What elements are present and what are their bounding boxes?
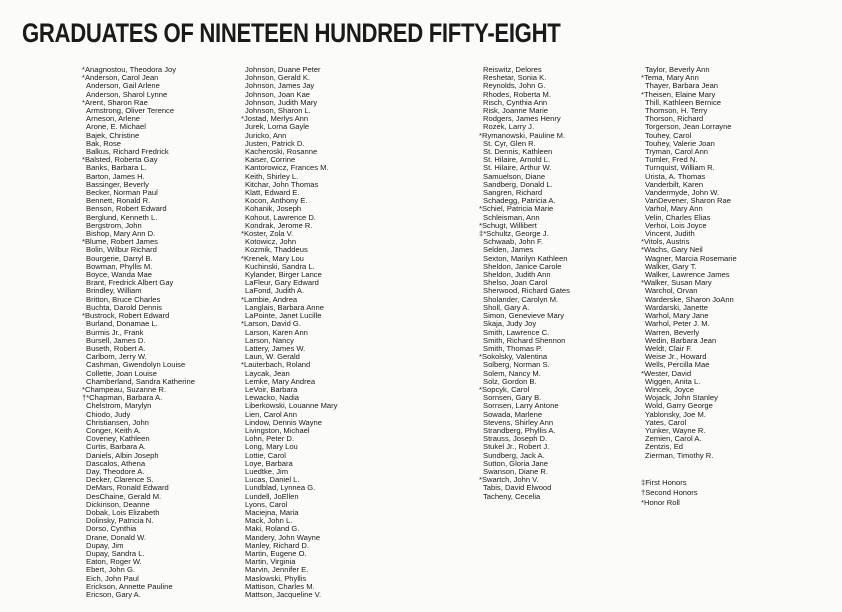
graduate-name: Kozmik, Thaddeus xyxy=(245,245,308,255)
graduate-name: Yablonsky, Joe M. xyxy=(645,409,706,419)
graduate-name: Bursell, James D. xyxy=(86,335,146,345)
graduate-name: Lattery, James W. xyxy=(245,343,306,353)
graduate-name: St. Dennis, Kathleen xyxy=(483,147,553,157)
graduate-name: *Blume, Robert James xyxy=(82,237,158,247)
graduate-name: Johnson, James Jay xyxy=(245,81,315,91)
graduate-name: Tryman, Carol Ann xyxy=(645,147,709,157)
graduate-name: Larson, Nancy xyxy=(245,335,294,345)
graduate-name: Cashman, Gwendolyn Louise xyxy=(86,360,186,370)
graduate-name: Kylander, Birger Lance xyxy=(245,270,322,280)
graduate-name: Ericson, Gary A. xyxy=(86,590,141,599)
graduate-name: Schadegg, Patricia A. xyxy=(483,196,556,206)
graduate-name: Balkus, Richard Fredrick xyxy=(86,147,169,157)
graduate-name: Day, Theodore A. xyxy=(86,466,145,476)
graduate-name: *Schiel, Patricia Marie xyxy=(479,204,554,214)
graduate-name: Laun, W. Gerald xyxy=(245,352,300,362)
graduate-name: *Wester, David xyxy=(641,368,692,378)
graduate-name: St. Cyr, Glen R. xyxy=(483,138,536,148)
graduate-name: Lewacko, Nadia xyxy=(245,393,300,403)
graduate-name: *Vitols, Austris xyxy=(641,237,690,247)
graduate-name: *Lambie, Andrea xyxy=(241,294,298,304)
graduate-name: Dascalos, Athena xyxy=(86,458,146,468)
graduate-name: Bassinger, Beverly xyxy=(86,179,149,189)
graduate-name: Kondrak, Jerome R. xyxy=(245,220,313,230)
graduate-name: Sundberg, Jack A. xyxy=(483,450,545,460)
names-column-3 xyxy=(479,66,570,501)
graduate-name: *Sopcyk, Carol xyxy=(479,384,530,394)
graduate-name: Bourgerie, Darryl B. xyxy=(86,253,153,263)
graduate-name: DesChaine, Gerald M. xyxy=(86,491,162,501)
graduate-name: *Theisen, Elaine Mary xyxy=(641,89,716,99)
graduate-name: Kocon, Anthony E. xyxy=(245,196,308,206)
graduate-name: Stukel Jr., Robert J. xyxy=(483,442,550,452)
graduate-name: Risch, Cynthia Ann xyxy=(483,97,548,107)
graduate-name: †*Chapman, Barbara A. xyxy=(82,393,163,403)
graduate-name: Simon, Genevieve Mary xyxy=(483,311,565,321)
graduate-name: *Balsted, Roberta Gay xyxy=(82,155,158,165)
graduate-name: Johnson, Joan Kae xyxy=(245,89,311,99)
graduate-name: Bajek, Christine xyxy=(86,130,140,140)
graduate-name: Klatt, Edward E. xyxy=(245,188,300,198)
graduate-name: Tumler, Fred N. xyxy=(645,155,698,165)
graduate-name: Kacheroski, Rosanne xyxy=(245,147,318,157)
graduate-name: Boyce, Wanda Mae xyxy=(86,270,152,280)
graduate-name: Warhol, Peter J. M. xyxy=(645,319,710,329)
graduate-name: Lien, Carol Ann xyxy=(245,409,297,419)
graduate-name: Reynolds, John G. xyxy=(483,81,546,91)
graduate-name: Mandery, John Wayne xyxy=(245,532,321,542)
graduate-name: Sutton, Gloria Jane xyxy=(483,458,549,468)
graduate-name: Kuchinski, Sandra L. xyxy=(245,261,315,271)
graduate-name: Stevens, Shirley Ann xyxy=(483,417,554,427)
graduate-name: Zentzis, Ed xyxy=(645,442,683,452)
graduate-name: Luedtke, Jim xyxy=(245,466,289,476)
graduate-name: Solz, Gordon B. xyxy=(483,376,537,386)
graduate-name: Bishop, Mary Ann D. xyxy=(86,229,156,239)
graduate-name: Mattison, Charles M. xyxy=(245,581,315,591)
graduate-name: Yates, Carol xyxy=(645,417,687,427)
graduate-name: Kotowicz, John xyxy=(245,237,297,247)
graduate-name: Brant, Fredrick Albert Gay xyxy=(86,278,174,288)
graduate-name: Smith, Richard Shennon xyxy=(483,335,566,345)
legend-honor-roll: *Honor Roll xyxy=(641,498,680,507)
graduate-name: Wold, Garry George xyxy=(645,401,713,411)
graduate-name: Reshetar, Sonia K. xyxy=(483,73,547,83)
honors-legend xyxy=(641,478,698,508)
graduate-name: Curtis, Barbara A. xyxy=(86,442,146,452)
graduate-name: *Wachs, Gary Neil xyxy=(641,245,703,255)
graduate-name: Thill, Kathleen Bernice xyxy=(645,97,721,107)
graduate-name: Strandberg, Phyllis A. xyxy=(483,425,556,435)
graduate-name: Britton, Bruce Charles xyxy=(86,294,161,304)
graduate-name: Samuelson, Diane xyxy=(483,171,546,181)
graduate-name: Schwaab, John F. xyxy=(483,237,543,247)
graduate-name: Wojack, John Stanley xyxy=(645,393,718,403)
graduate-name: Martin, Virginia xyxy=(245,557,296,567)
graduate-name: Conger, Keith A. xyxy=(86,425,141,435)
graduate-name: Larson, Karen Ann xyxy=(245,327,308,337)
graduate-name: Wells, Percilla Mae xyxy=(645,360,710,370)
names-column-2 xyxy=(241,66,337,599)
graduate-name: Vanderbilt, Karen xyxy=(645,179,704,189)
graduate-name: Mattson, Jacqueline V. xyxy=(245,590,322,599)
graduate-name: Mack, John L. xyxy=(245,516,293,526)
graduate-name: Kantorowicz, Frances M. xyxy=(245,163,329,173)
graduate-name: Bergstrom, John xyxy=(86,220,142,230)
graduate-name: Skaja, Judy Joy xyxy=(483,319,537,329)
graduate-name: Drane, Donald W. xyxy=(86,532,146,542)
graduate-name: Dorso, Cynthia xyxy=(86,524,137,534)
graduate-name: Rodgers, James Henry xyxy=(483,114,561,124)
graduate-name: Becker, Norman Paul xyxy=(86,188,158,198)
graduate-name: Bowman, Phyllis M. xyxy=(86,261,153,271)
graduate-name: Burland, Donamae L. xyxy=(86,319,158,329)
graduate-name: Decker, Clarence S. xyxy=(86,475,154,485)
graduate-name: LaFleur, Gary Edward xyxy=(245,278,319,288)
graduate-name: Sholl, Gary A. xyxy=(483,302,530,312)
graduate-name: *Rymanowski, Pauline M. xyxy=(479,130,566,140)
graduate-name: LeVoir, Barbara xyxy=(245,384,298,394)
graduate-name: Urista, A. Thomas xyxy=(645,171,706,181)
graduate-name: Lundell, JoEllen xyxy=(245,491,299,501)
graduate-name: Barton, James H. xyxy=(86,171,145,181)
graduate-name: *Jostad, Merlys Ann xyxy=(241,114,309,124)
graduate-name: Anderson, Sharol Lynne xyxy=(86,89,168,99)
graduate-name: Justen, Patrick D. xyxy=(245,138,305,148)
graduate-name: Wardarski, Janette xyxy=(645,302,709,312)
graduate-name: Selden, James xyxy=(483,245,534,255)
graduate-name: Strauss, Joseph D. xyxy=(483,434,548,444)
graduate-name: Warderske, Sharon JoAnn xyxy=(645,294,734,304)
graduate-name: Marvin, Jennifer E. xyxy=(245,565,309,575)
graduate-name: Brindley, William xyxy=(86,286,142,296)
graduate-name: Dolinsky, Patricia N. xyxy=(86,516,154,526)
graduate-name: *Walker, Susan Mary xyxy=(641,278,712,288)
names-column-4 xyxy=(641,66,737,460)
graduate-name: Shelso, Joan Carol xyxy=(483,278,548,288)
graduate-name: Smith, Thomas P. xyxy=(483,343,543,353)
graduate-name: Kohout, Lawrence D. xyxy=(245,212,316,222)
graduate-name: Lucas, Daniel L. xyxy=(245,475,300,485)
graduate-name: Walker, Gary T. xyxy=(645,261,697,271)
graduate-name: Weise Jr., Howard xyxy=(645,352,707,362)
graduate-name: Touhey, Valerie Joan xyxy=(645,138,715,148)
graduate-name: Lottie, Carol xyxy=(245,450,286,460)
graduate-name: *Krenek, Mary Lou xyxy=(241,253,304,263)
graduate-name: Dobak, Lois Elizabeth xyxy=(86,507,160,517)
graduate-name: Livingston, Michael xyxy=(245,425,310,435)
graduate-name: Thayer, Barbara Jean xyxy=(645,81,719,91)
graduate-name: Varhol, Mary Ann xyxy=(645,204,703,214)
graduate-name: Touhey, Carol xyxy=(645,130,692,140)
graduate-name: Berglund, Kenneth L. xyxy=(86,212,158,222)
graduate-name: Chelstrom, Marylyn xyxy=(86,401,152,411)
graduate-name: Benson, Robert Edward xyxy=(86,204,167,214)
graduate-name: Carlbom, Jerry W. xyxy=(86,352,147,362)
graduate-name: Solem, Nancy M. xyxy=(483,368,541,378)
graduate-name: Swanson, Diane R. xyxy=(483,466,549,476)
graduate-name: Eich, John Paul xyxy=(86,573,139,583)
graduate-name: Rhodes, Roberta M. xyxy=(483,89,551,99)
graduate-name: St. Hilaire, Arnold L. xyxy=(483,155,551,165)
graduate-name: *Lauterbach, Roland xyxy=(241,360,311,370)
graduate-name: *Tema, Mary Ann xyxy=(641,73,699,83)
graduate-name: Chamberland, Sandra Katherine xyxy=(86,376,195,386)
graduate-name: Warhol, Mary Jane xyxy=(645,311,709,321)
graduate-name: Dupay, Sandra L. xyxy=(86,548,145,558)
graduate-name: Manley, Richard D. xyxy=(245,540,310,550)
graduate-name: Wiggen, Anita L. xyxy=(645,376,701,386)
graduate-name: Velin, Charles Elias xyxy=(645,212,711,222)
graduate-name: Lindow, Dennis Wayne xyxy=(245,417,322,427)
graduate-name: Dickinson, Deanne xyxy=(86,499,150,509)
graduate-name: Yunker, Wayne R. xyxy=(645,425,706,435)
graduate-name: Long, Mary Lou xyxy=(245,442,298,452)
graduate-name: Schleisman, Ann xyxy=(483,212,540,222)
graduate-name: Burmis Jr., Frank xyxy=(86,327,144,337)
graduate-name: LaFond, Judith A. xyxy=(245,286,305,296)
graduate-name: Christiansen, John xyxy=(86,417,149,427)
graduate-name: *Anagnostou, Theodora Joy xyxy=(82,65,177,74)
graduate-name: Keith, Shirley L. xyxy=(245,171,299,181)
graduate-name: Liberkowski, Louanne Mary xyxy=(245,401,338,411)
graduate-name: Arneson, Arlene xyxy=(86,114,141,124)
graduate-name: Sheldon, Janice Carole xyxy=(483,261,562,271)
graduate-name: Langlais, Barbara Anne xyxy=(245,302,324,312)
graduate-name: Sheldon, Judith Ann xyxy=(483,270,551,280)
graduate-name: Sowada, Marlene xyxy=(483,409,543,419)
graduate-name: *Sokolsky, Valentina xyxy=(479,352,548,362)
graduate-name: *Champeau, Suzanne R. xyxy=(82,384,167,394)
graduate-name: Zemien, Carol A. xyxy=(645,434,702,444)
graduate-name: Maciejna, Maria xyxy=(245,507,299,517)
graduate-name: Torgerson, Jean Lorrayne xyxy=(645,122,732,132)
graduate-name: Thomson, H. Terry xyxy=(645,106,708,116)
graduate-name: Turnquist, William R. xyxy=(645,163,715,173)
graduate-name: Banks, Barbara L. xyxy=(86,163,147,173)
graduate-name: Kohanik, Joseph xyxy=(245,204,302,214)
names-column-1 xyxy=(82,66,195,599)
graduate-name: Ebert, John G. xyxy=(86,565,135,575)
graduate-name: Lundblad, Lynnea G. xyxy=(245,483,316,493)
graduate-name: *Koster, Zola V. xyxy=(241,229,294,239)
graduate-name: Sornsen, Larry Antone xyxy=(483,401,559,411)
graduate-name: Sherwood, Richard Gates xyxy=(483,286,570,296)
graduate-name: Reiswitz, Delores xyxy=(483,65,542,74)
graduate-name: Jurek, Lorna Gayle xyxy=(245,122,310,132)
graduate-name: Sornsen, Gary B. xyxy=(483,393,542,403)
graduate-name: Taylor, Beverly Ann xyxy=(645,65,710,74)
graduate-name: Daniels, Albin Joseph xyxy=(86,450,159,460)
graduate-name: Arone, E. Michael xyxy=(86,122,146,132)
graduate-name: *Anderson, Carol Jean xyxy=(82,73,159,83)
graduate-name: Johnson, Gerald K. xyxy=(245,73,311,83)
graduate-name: Warren, Beverly xyxy=(645,327,700,337)
graduate-name: Wagner, Marcia Rosemarie xyxy=(645,253,737,263)
graduate-name: DeMars, Ronald Edward xyxy=(86,483,169,493)
graduate-name: Johnson, Judith Mary xyxy=(245,97,318,107)
graduate-name: Sangren, Richard xyxy=(483,188,543,198)
graduate-name: Warchol, Orvan xyxy=(645,286,698,296)
graduate-name: Juricko, Ann xyxy=(245,130,287,140)
graduate-name: Bolin, Wilbur Richard xyxy=(86,245,157,255)
graduate-name: Johnson, Duane Peter xyxy=(245,65,321,74)
graduate-name: Maki, Roland G. xyxy=(245,524,300,534)
graduate-name: St. Hilaire, Arthur W. xyxy=(483,163,552,173)
graduate-name: Dupay, Jim xyxy=(86,540,124,550)
graduate-name: Zierman, Timothy R. xyxy=(645,450,714,460)
graduate-name: Bak, Rose xyxy=(86,138,122,148)
graduate-name: Weldt, Clair F. xyxy=(645,343,693,353)
graduate-name: *Arent, Sharon Rae xyxy=(82,97,148,107)
graduate-name: Anderson, Gail Arlene xyxy=(86,81,160,91)
legend-first-honors: ‡First Honors xyxy=(641,478,687,487)
graduate-name: Martin, Eugene O. xyxy=(245,548,307,558)
graduate-name: Coveney, Kathleen xyxy=(86,434,150,444)
graduate-name: Rozek, Larry J. xyxy=(483,122,535,132)
graduate-name: Wedin, Barbara Jean xyxy=(645,335,717,345)
graduate-name: Risk, Joanne Marie xyxy=(483,106,548,116)
graduate-name: ‡*Schultz, George J. xyxy=(479,229,549,239)
graduate-name: Buseth, Robert A. xyxy=(86,343,146,353)
graduate-name: Armstrong, Oliver Terence xyxy=(86,106,175,116)
graduate-name: LaPointe, Janet Lucille xyxy=(245,311,322,321)
graduate-name: Lemke, Mary Andrea xyxy=(245,376,316,386)
graduate-name: Vandermyde, John W. xyxy=(645,188,720,198)
graduate-name: Buchta, Darold Dennis xyxy=(86,302,162,312)
graduate-name: Smith, Lawrence C. xyxy=(483,327,550,337)
graduate-name: Loye, Barbara xyxy=(245,458,293,468)
graduate-name: Tabis, David Elwood xyxy=(483,483,552,493)
legend-second-honors: †Second Honors xyxy=(641,488,698,497)
graduate-name: Thorson, Richard xyxy=(645,114,704,124)
graduate-name: Lyons, Carol xyxy=(245,499,288,509)
graduate-name: *Larson, David G. xyxy=(241,319,301,329)
graduate-name: Tacheny, Cecelia xyxy=(483,491,541,501)
graduate-name: Maslowski, Phyllis xyxy=(245,573,307,583)
graduate-name: Vincent, Judith xyxy=(645,229,695,239)
graduate-name: Collette, Joan Louise xyxy=(86,368,157,378)
graduate-name: Kaiser, Corrine xyxy=(245,155,296,165)
graduate-name: Sholander, Carolyn M. xyxy=(483,294,559,304)
graduate-name: Wincek, Joyce xyxy=(645,384,694,394)
graduate-name: Sexton, Marilyn Kathleen xyxy=(483,253,568,263)
graduate-name: Johnson, Sharon L. xyxy=(245,106,311,116)
graduate-name: *Bustrock, Robert Edward xyxy=(82,311,170,321)
graduate-name: Kitchar, John Thomas xyxy=(245,179,319,189)
graduate-name: Chiodo, Judy xyxy=(86,409,131,419)
graduate-name: Walker, Lawrence James xyxy=(645,270,730,280)
page-title: GRADUATES OF NINETEEN HUNDRED FIFTY-EIGHT xyxy=(22,18,561,48)
graduate-name: VanDevener, Sharon Rae xyxy=(645,196,731,206)
graduate-name: Solberg, Norman S. xyxy=(483,360,550,370)
graduate-name: Erickson, Annette Pauline xyxy=(86,581,173,591)
graduate-name: Eaton, Roger W. xyxy=(86,557,142,567)
graduate-name: Lohn, Peter D. xyxy=(245,434,294,444)
graduate-name: Laycak, Jean xyxy=(245,368,290,378)
graduate-name: Sandberg, Donald L. xyxy=(483,179,553,189)
graduate-name: Verhoi, Lois Joyce xyxy=(645,220,707,230)
graduate-name: *Schugt, Willibert xyxy=(479,220,537,230)
graduate-name: Bennett, Ronald R. xyxy=(86,196,151,206)
graduate-name: *Swartch, John V. xyxy=(479,475,539,485)
